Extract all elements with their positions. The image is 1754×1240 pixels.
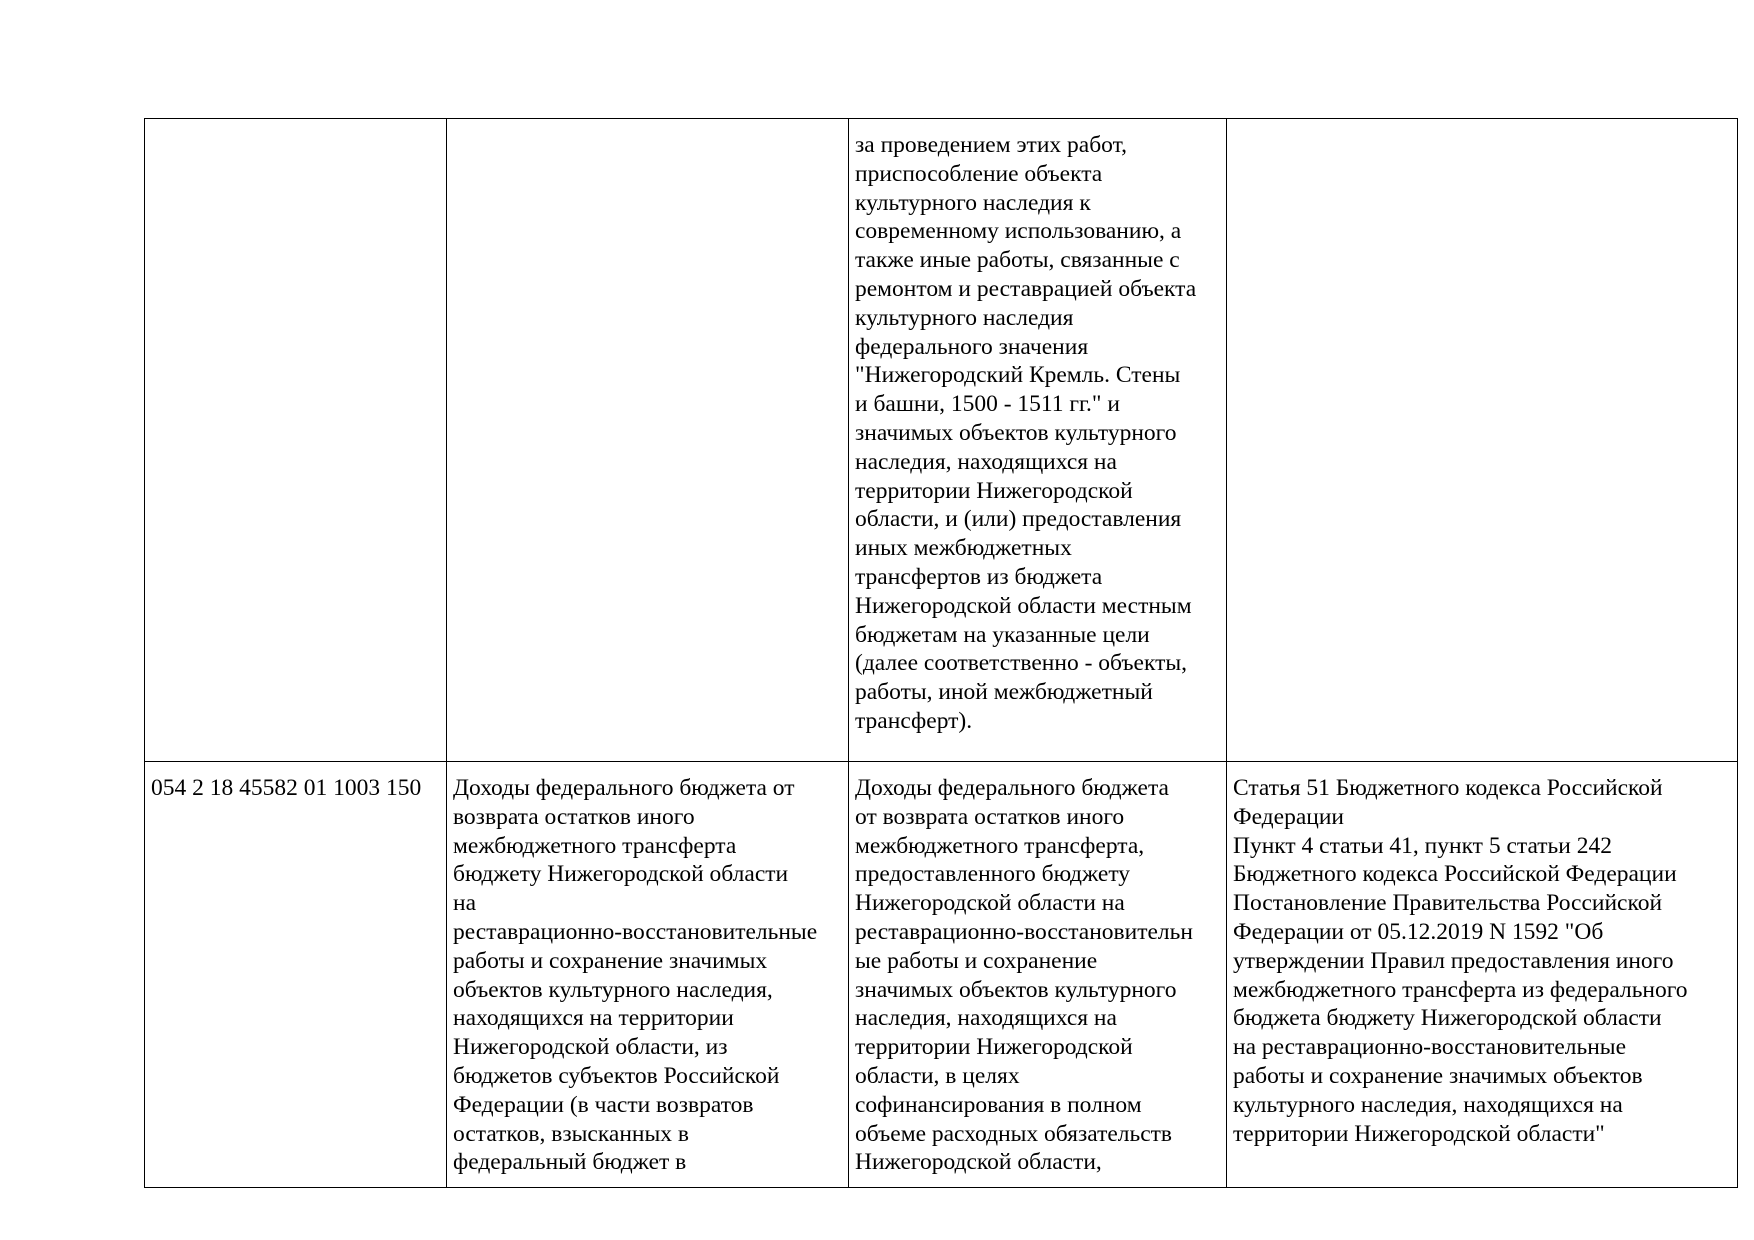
legal-basis-cell: Статья 51 Бюджетного кодекса Российской Федерации Пункт 4 статьи 41, пункт 5 статьи 242 Бюджетного кодекса Российской Федерации Постановление Правительства Российской Федерации от 05.12.2019 N 1592 "Об утверждении Правил предоставления иного межбюджетного трансферта из федерального бюджета бюджету Нижегородской области на реставрационно-восстановительные работы и сохранение значимых объектов культурного наследия, находящихся на территории Нижегородской области" [1227, 762, 1738, 1188]
code-cell: 054 2 18 45582 01 1003 150 [145, 762, 447, 1188]
code-cell [145, 119, 447, 762]
description-cell: Доходы федерального бюджета от возврата остатков иного межбюджетного трансферта, предоставленного бюджету Нижегородской области на реставрационно-восстановительн ые работы и сохранение значимых объектов культурного наследия, находящихся на территории Нижегородской области, в целях софинансирования в полном объеме расходных обязательств Нижегородской области, [849, 762, 1227, 1188]
legal-basis-cell [1227, 119, 1738, 762]
table-row [145, 762, 1738, 1188]
budget-classification-table [144, 118, 1738, 1188]
table-row [145, 119, 1738, 762]
name-cell [447, 119, 849, 762]
name-cell: Доходы федерального бюджета от возврата остатков иного межбюджетного трансферта бюджету Нижегородской области на реставрационно-восстановительные работы и сохранение значимых объектов культурного наследия, находящихся на территории Нижегородской области, из бюджетов субъектов Российской Федерации (в части возвратов остатков, взысканных в федеральный бюджет в [447, 762, 849, 1188]
description-cell: за проведением этих работ, приспособление объекта культурного наследия к современному использованию, а также иные работы, связанные с ремонтом и реставрацией объекта культурного наследия федерального значения "Нижегородский Кремль. Стены и башни, 1500 - 1511 гг." и значимых объектов культурного наследия, находящихся на территории Нижегородской области, и (или) предоставления иных межбюджетных трансфертов из бюджета Нижегородской области местным бюджетам на указанные цели (далее соответственно - объекты, работы, иной межбюджетный трансферт). [849, 119, 1227, 762]
